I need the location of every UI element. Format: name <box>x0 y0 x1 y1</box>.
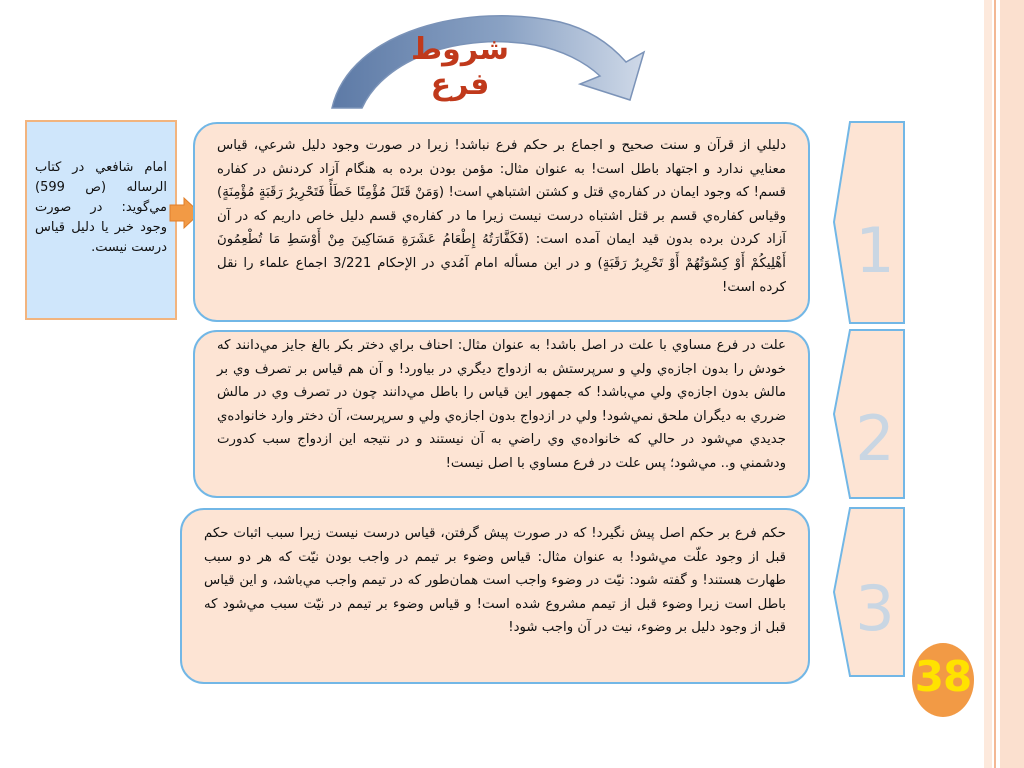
side-note <box>25 120 177 320</box>
right-stripe-inner <box>984 0 992 768</box>
side-note-text: امام شافعي در كتاب الرساله (ص 599) مي‌گويد: در صورت وجود خبر يا دليل قياس درست نيست. <box>35 160 167 255</box>
page-title: شروط فرع <box>411 32 509 102</box>
condition-box-3 <box>180 508 810 684</box>
condition-text-2: علت در فرع مساوي با علت در اصل باشد! به عنوان مثال: احناف براي دختر بكر بالغ جايز مي‌دانند كه خودش را بدون اجازه‌ي ولي و سرپرستش به ازدواج ديگري در بياورد! و آن هم قياس بر تصرف وي بر مالش بدون اجازه‌ي ولي مي‌باشد! كه جمهور اين قياس را باطل مي‌دانند چون در تصرف وي در مالش ضرري به ديگران ملحق نمي‌شود! ولي در ازدواج بدون اجازه‌ي ولي و سرپرست، آن دختر وارد خانواده‌ي جديدي مي‌شود در حالي كه خانواده‌ي وي راضي به آن نيستند و در نتيجه اين ازدواج سبب كدورت ودشمني و.. مي‌شود؛ پس علت در فرع مساوي با اصل نيست! <box>217 338 786 471</box>
page-number: 38 <box>914 652 972 701</box>
condition-number-3: 3 <box>855 572 895 645</box>
condition-text-3: حكم فرع بر حكم اصل پيش نگيرد! كه در صورت پيش گرفتن، قياس درست نيست زيرا سبب اثبات حكم قبل از وجود علّت مي‌شود! به عنوان مثال: قياس وضوء بر تيمم در واجب بودن نيّت كه هر دو سبب طهارت هستند! و گفته شود: نيّت در وضوء واجب است همان‌طور كه در تيمم واجب مي‌باشد، و اين قياس باطل است زيرا وضوء قبل از تيمم مشروع شده است! و قياس وضوء بر تيمم در نيّت سبب مي‌شود كه قبل از وجود دليل بر وضوء، نيت در آن واجب شود! <box>204 526 786 636</box>
right-stripe-outer <box>1000 0 1024 768</box>
condition-text-1: دليلي از قرآن و سنت صحيح و اجماع بر حكم فرع نباشد! زيرا در صورت وجود دليل شرعي، قياس معنايي ندارد و اجتهاد باطل است! به عنوان مثال: مؤمن بودن برده به هنگام آزاد كردنش در كفاره قسم! كه وجود ايمان در كفاره‌ي قتل و كشتن اشتباهي است! (وَمَنْ قَتَلَ مُؤْمِنًا خَطَأً فَتَحْرِيرُ رَقَبَةٍ مُؤْمِنَةٍ) وقياس كفاره‌ي قسم بر قتل اشتباه درست نيست زيرا ما در كفاره‌ي قسم دليل خاص داريم كه در آن آزاد كردن برده بدون قيد ايمان آمده است: (فَكَفَّارَتُهُ إِطْعَامُ عَشَرَةِ مَسَاكِينَ مِنْ أَوْسَطِ مَا تُطْعِمُونَ أَهْلِيكُمْ أَوْ كِسْوَتُهُمْ أَوْ تَحْرِيرُ رَقَبَةٍ) و در اين مسأله امام آمُدي در الإحكام 3/221 اجماع علماء را نقل كرده است! <box>217 138 786 295</box>
condition-number-1: 1 <box>855 214 895 287</box>
condition-number-2: 2 <box>855 402 895 475</box>
right-stripe-line <box>994 0 996 768</box>
condition-box-1 <box>193 122 810 322</box>
condition-box-2 <box>193 330 810 498</box>
